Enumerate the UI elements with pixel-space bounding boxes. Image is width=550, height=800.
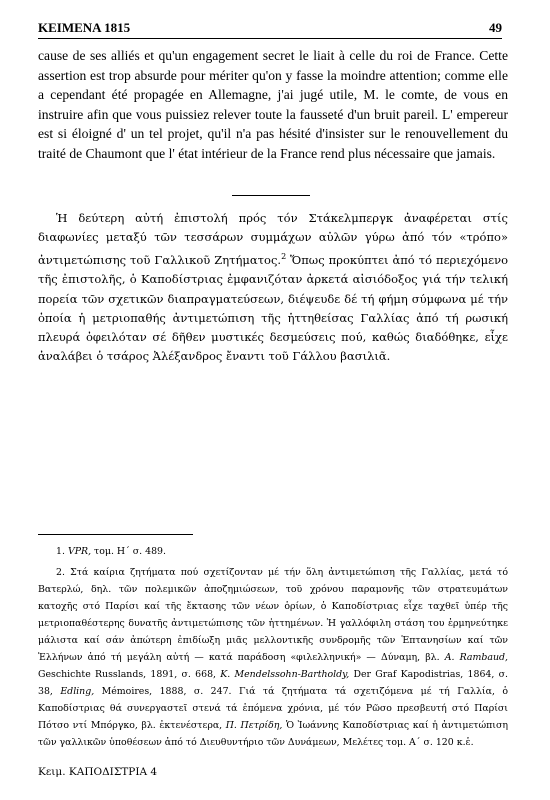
french-letter-paragraph: cause de ses alliés et qu'un engagement secret le liait à celle du roi de France. Cette assertion est trop absurde pour mériter qu'on y fasse la moindre attention; comme elle a cependant été propagée en Allemagne, j'ai jugé utile, M. le comte, de vous en instruire afin que vous puissiez relever toute la fausseté d'un bruit pareil. L' empereur est si éloigné d' un tel projet, qu'il n'a pas hésité d'insister sur le renouvellement du traité de Chaumont que l' état intérieur de la France rend plus nécessaire que jamais. xyxy=(38,48,508,161)
greek-paragraph-part1: Ἡ δεύτερη αὐτή ἐπιστολή πρός τόν Στάκελμπεργκ ἀναφέρεται στίς διαφωνίες μεταξύ τῶν τεσσάρων συμμάχων αὐλῶν γύρω ἀπό τόν «τρόπο» ἀντιμετώπισης τοῦ Γαλλικοῦ Ζητήματος. xyxy=(38,211,508,268)
footnote-ref-2: 2 xyxy=(281,252,287,262)
section-divider xyxy=(232,195,310,196)
footnote-1-number: 1. xyxy=(56,546,65,557)
signature-line: Κειμ. ΚΑΠΟΔΙΣΤΡΙΑ 4 xyxy=(38,766,158,778)
footnote-1 xyxy=(38,543,508,560)
running-title: ΚΕΙΜΕΝΑ 1815 xyxy=(38,20,131,35)
greek-paragraph xyxy=(38,209,508,366)
footnote-2-author-petridis: Π. Πετρίδη, xyxy=(225,720,283,731)
footnote-2-text-4: Mémoires, 1888, σ. 247. Γιά τά ζητήματα τά σχετιζόμενα μέ τή Γαλλία, ὁ Καποδίστριας θά συνεργαστεῖ στενά τά ἑπόμενα χρόνια, μέ τόν Ρῶσο πρεσβευτή στό Παρίσι Πότσο ντί Μπόργκο, βλ. ἐκτενέστερα, xyxy=(38,686,508,731)
footnote-2-author-rambaud: A. Rambaud, xyxy=(444,652,508,663)
running-header xyxy=(38,14,502,39)
footnote-2-author-edling: Edling, xyxy=(60,686,95,697)
footnote-2 xyxy=(38,564,508,751)
footnote-2-text-1: Στά καίρια ζητήματα πού σχετίζονταν μέ τήν ὅλη ἀντιμετώπιση τῆς Γαλλίας, μετά τό Βατερλώ, δηλ. τῶν πολεμικῶν ἀποζημιώσεων, τοῦ χρόνου παραμονῆς τῶν στρατευμάτων κατοχῆς στό Παρίσι καί τῆς ἔκτασης τῶν νέων ὁρίων, ὁ Καποδίστριας εἶχε ταχθεῖ ὑπέρ τῆς μετριοπαθέστερης δυνατῆς ἀντιμετώπισης τῶν ἡττημένων. Ἡ γαλλόφιλη στάση του ἑρμηνεύτηκε μάλιστα καί σάν ἀπώτερη ἐπιδίωξη μιᾶς μελλοντικῆς συνδρομῆς τῶν Ἑπτανησίων καί τῶν Ἑλλήνων ἀπό τή μεγάλη αὐτή — κατά παράδοση «φιλελληνική» — Δύναμη, βλ. xyxy=(38,567,508,663)
footnote-2-text-2: Geschichte Russlands, 1891, σ. 668, xyxy=(38,669,221,680)
footnotes xyxy=(38,543,508,751)
footnote-1-text: τομ. Η΄ σ. 489. xyxy=(91,546,167,557)
footnote-rule xyxy=(38,534,193,535)
footnote-2-author-mendelssohn: K. Mendelssohn-Bartholdy, xyxy=(220,669,350,680)
greek-commentary xyxy=(38,209,508,366)
greek-paragraph-part2: Ὅπως προκύπτει ἀπό τό περιεχόμενο τῆς ἐπιστολῆς, ὁ Καποδίστριας ἐμφανιζόταν ἀρκετά αἰσιόδοξος γιά τήν τελική πορεία τῶν σχετικῶν διαπραγματεύσεων, διέψευδε δέ τή φήμη σύμφωνα μέ τήν ὁποία ἡ μετριοπαθής ἀντιμετώπιση τῆς ἡττηθείσας Γαλλίας ἀπό τή ρωσική πλευρά ὀφειλόταν σέ δῆθεν μυστικές δεσμεύσεις πού, καθώς διαδόθηκε, εἶχε ἀναλάβει ὁ τσάρος Ἀλέξανδρος ἔναντι τοῦ Γάλλου βασιλιᾶ. xyxy=(38,253,509,364)
footnote-2-text-3: Der Graf Kapodistrias, 1864, σ. 38, xyxy=(38,669,508,697)
footnote-2-text-5: Ὁ Ἰωάννης Καποδίστριας καί ἡ ἀντιμετώπιση τῶν γαλλικῶν ὑποθέσεων ἀπό τό Διευθυντήριο τῶν Δυνάμεων, Μελέτες τομ. Α΄ σ. 120 κ.ἑ. xyxy=(38,720,508,748)
page-number: 49 xyxy=(489,20,502,35)
footnote-1-source: VPR, xyxy=(67,546,92,557)
footnote-2-number: 2. xyxy=(56,567,65,578)
